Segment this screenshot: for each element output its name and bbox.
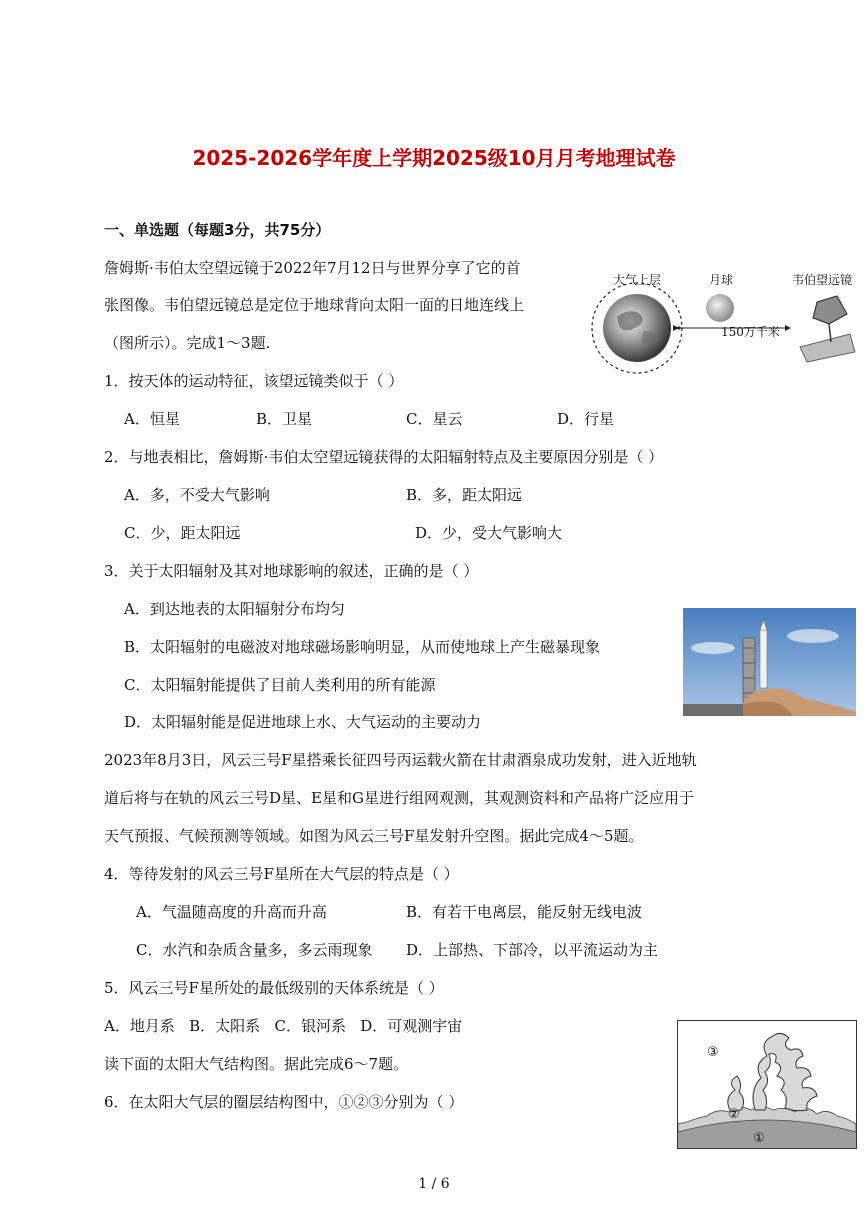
- question-stem: 4．等待发射的风云三号F星所在大气层的特点是（ ）: [104, 865, 459, 883]
- question-stem: 2．与地表相比，詹姆斯·韦伯太空望远镜获得的太阳辐射特点及主要原因分别是（ ）: [104, 448, 664, 466]
- section-heading: 一、单选题（每题3分，共75分）: [104, 221, 331, 239]
- moon-label: 月球: [709, 273, 734, 287]
- label-photosphere: ①: [753, 1131, 765, 1146]
- question-stem: 5．风云三号F星所处的最低级别的天体系统是（ ）: [104, 979, 444, 997]
- option-c: C．水汽和杂质含量多，多云雨现象: [136, 941, 373, 959]
- telescope-mirror: [813, 296, 847, 324]
- option-a: A．气温随高度的升高而升高: [136, 903, 327, 921]
- passage-line: 读下面的太阳大气结构图。据此完成6～7题。: [104, 1055, 409, 1073]
- question-options: A．地月系 B．太阳系 C．银河系 D．可观测宇宙: [104, 1017, 463, 1035]
- atmosphere-label: 大气上层: [613, 273, 662, 287]
- earth-globe: [603, 294, 671, 362]
- option-a: A．多，不受大气影响: [124, 486, 270, 504]
- telescope-sunshield: [800, 334, 855, 362]
- passage-line: 道后将与在轨的风云三号D星、E星和G星进行组网观测，其观测资料和产品将广泛应用于: [104, 789, 694, 807]
- option-b: B．有若干电离层，能反射无线电波: [406, 903, 643, 921]
- option-a: A．到达地表的太阳辐射分布均匀: [124, 600, 345, 618]
- option-d: D．少，受大气影响大: [415, 524, 563, 542]
- telescope-label: 韦伯望远镜: [792, 273, 853, 287]
- label-corona: ③: [707, 1045, 719, 1060]
- option-a: A．恒星: [124, 410, 180, 428]
- rocket-body: [760, 630, 767, 688]
- question-stem: 1．按天体的运动特征，该望远镜类似于（ ）: [104, 372, 404, 390]
- passage-line: （图所示）。完成1～3题.: [104, 334, 271, 352]
- option-d: D．上部热、下部冷，以平流运动为主: [406, 941, 659, 959]
- option-b: B．卫星: [256, 410, 313, 428]
- question-stem: 6．在太阳大气层的圈层结构图中，①②③分别为（ ）: [104, 1093, 464, 1111]
- webb-orbit-figure: [585, 262, 860, 374]
- passage-line: 张图像。韦伯望远镜总是定位于地球背向太阳一面的日地连线上: [104, 296, 525, 314]
- question-stem: 3．关于太阳辐射及其对地球影响的叙述，正确的是（ ）: [104, 562, 479, 580]
- passage-line: 詹姆斯·韦伯太空望远镜于2022年7月12日与世界分享了它的首: [104, 259, 521, 277]
- moon-globe: [706, 294, 734, 322]
- option-b: B．多，距太阳远: [406, 486, 523, 504]
- solar-atmosphere-figure: [677, 1020, 857, 1149]
- distance-label: 150万千米: [721, 325, 780, 339]
- option-c: C．星云: [406, 410, 463, 428]
- option-b: B．太阳辐射的电磁波对地球磁场影响明显，从而使地球上产生磁暴现象: [124, 638, 601, 656]
- page-title: 2025-2026学年度上学期2025级10月月考地理试卷: [192, 146, 676, 170]
- passage-line: 天气预报、气候预测等领域。如图为风云三号F星发射升空图。据此完成4～5题。: [104, 827, 644, 845]
- rocket-launch-photo: [683, 608, 856, 716]
- option-d: D．行星: [557, 410, 615, 428]
- option-c: C．少，距太阳远: [124, 524, 241, 542]
- label-chromosphere: ②: [728, 1107, 740, 1122]
- option-d: D．太阳辐射能是促进地球上水、大气运动的主要动力: [124, 713, 482, 731]
- passage-line: 2023年8月3日，风云三号F星搭乘长征四号丙运载火箭在甘肃酒泉成功发射，进入近地轨: [104, 751, 697, 769]
- option-c: C．太阳辐射能提供了目前人类利用的所有能源: [124, 676, 436, 694]
- page-number: 1 / 6: [418, 1176, 450, 1192]
